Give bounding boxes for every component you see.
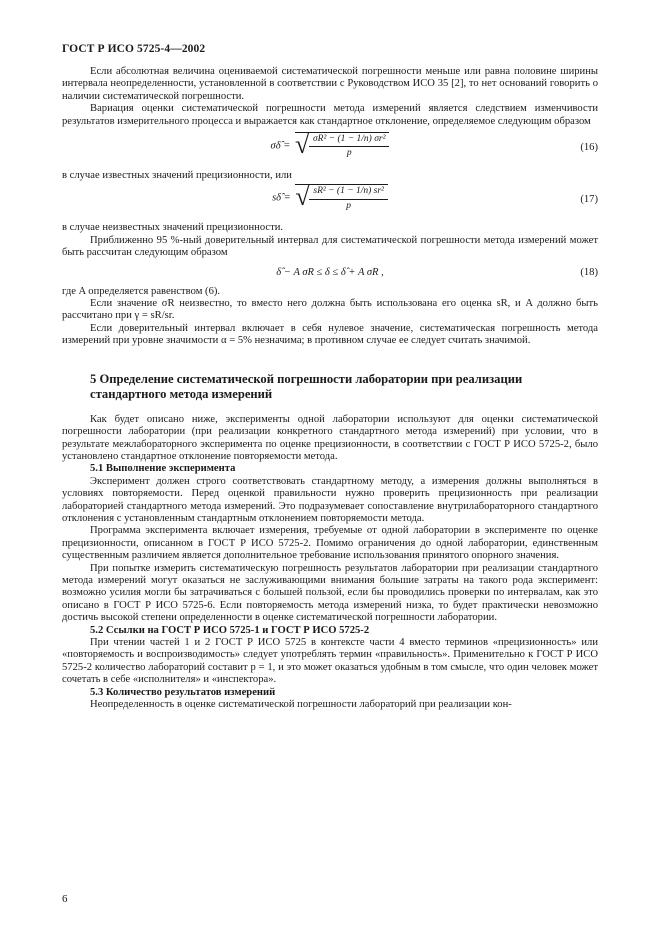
formula-16-denominator: p bbox=[346, 148, 352, 159]
formula-16-lhs: σδ̂ = bbox=[270, 140, 291, 152]
paragraph-known-precision: в случае известных значений прецизионности, или bbox=[62, 170, 292, 182]
section-5-title-line-2: стандартного метода измерений bbox=[90, 386, 273, 401]
paragraph-5-2-references: При чтении частей 1 и 2 ГОСТ Р ИСО 5725 в контексте части 4 вместо терминов «прецизионность» или «повторяемость и воспроизводимость» следует употреблять термин «правильность». Применительно к ГОСТ Р ИСО 5725-2 количество лабораторий составит p = 1, и это может оказаться удобным в том смысле, что один человек может сочетать в себе «исполнителя» и «инспектора». bbox=[62, 637, 598, 686]
formula-17-label: (17) bbox=[580, 194, 598, 206]
paragraph-zero-included: Если доверительный интервал включает в себя нулевое значение, систематическая погрешность метода измерений при уровне значимости α = 5% незначима; в противном случае ее следует считать значимой. bbox=[62, 322, 598, 347]
paragraph-uncertainty: Если абсолютная величина оцениваемой систематической погрешности меньше или равна половине ширины интервала неопределенности, установленной в соответствии с Руководством ИСО 35 [2], то нет оснований говорить о наличии систематической погрешности. bbox=[62, 66, 598, 102]
formula-17-sqrt: √ $\frac{\text{sR² − (1 − 1/n) sr²}}{p}$ bbox=[295, 184, 388, 212]
formula-18-label: (18) bbox=[580, 266, 598, 278]
formula-17-lhs: sδ̂ = bbox=[272, 192, 291, 204]
paragraph-unknown-precision: в случае неизвестных значений прецизионности. bbox=[62, 222, 284, 234]
section-5-title-line-1: 5 Определение систематической погрешности лаборатории при реализации bbox=[90, 371, 523, 386]
formula-17-numerator: sR² − (1 − 1/n) sr² bbox=[309, 185, 388, 199]
formula-17-denominator: p bbox=[346, 200, 352, 211]
paragraph-5-3-uncertainty: Неопределенность в оценке систематической погрешности лабораторий при реализации кон- bbox=[90, 699, 512, 711]
subsection-5-1-title: 5.1 Выполнение эксперимента bbox=[90, 463, 236, 475]
formula-16-numerator: σR² − (1 − 1/n) σr² bbox=[309, 133, 389, 147]
paragraph-confidence-interval: Приближенно 95 %-ный доверительный интервал для систематической погрешности метода измерений может быть рассчитан следующим образом bbox=[62, 234, 598, 259]
paragraph-variation: Вариация оценки систематической погрешности метода измерений является следствием изменчивости результатов измерительного процесса и выражается как стандартное отклонение, определяемое следующим образом bbox=[62, 103, 598, 127]
page-number: 6 bbox=[62, 893, 68, 905]
formula-18 bbox=[62, 260, 598, 286]
paragraph-5-1-experiment: Эксперимент должен строго соответствовать стандартному методу, а измерения должны выполняться в условиях повторяемости. Перед оценкой правильности нужно проверить прецизионность при реализации лабораторией стандартного метода измерений. Это подразумевает сопоставление внутрилабораторного стандартного отклонения с установленным стандартным отклонением повторяемости метода. bbox=[62, 475, 598, 524]
subsection-5-3-title: 5.3 Количество результатов измерений bbox=[90, 686, 276, 698]
formula-16-sqrt: √ $\frac{\text{σR² − (1 − 1/n) σr²}}{p}$ bbox=[295, 132, 389, 160]
document-header: ГОСТ Р ИСО 5725-4—2002 bbox=[62, 43, 206, 55]
page-content bbox=[62, 66, 598, 711]
paragraph-section-5-intro: Как будет описано ниже, эксперименты одной лаборатории используют для оценки систематической погрешности лаборатории (при реализации конкретного стандартного метода измерений) при условии, что в результате межлабораторного эксперимента по оценке прецизионности, в соответствии с ГОСТ Р ИСО 5725-2, было установлено стандартное отклонение повторяемости метода. bbox=[62, 413, 598, 462]
formula-16-label: (16) bbox=[580, 142, 598, 154]
formula-18-expression: δ̂ − A σR ≤ δ ≤ δ̂ + A σR , bbox=[276, 266, 384, 278]
paragraph-sigma-unknown: Если значение σR неизвестно, то вместо него должна быть использована его оценка sR, и A должно быть рассчитано при γ = sR/sr. bbox=[62, 298, 598, 322]
subsection-5-2-title: 5.2 Ссылки на ГОСТ Р ИСО 5725-1 и ГОСТ Р ИСО 5725-2 bbox=[90, 624, 370, 636]
paragraph-5-1-attempt: При попытке измерить систематическую погрешность результатов лаборатории при реализации стандартного метода измерений могут оказаться не заслуживающими внимания большие затраты на такого рода эксперимент: возможно усилия могли бы затрачиваться с большей пользой, если бы проводились проверки по интервалам, как это описано в ГОСТ Р ИСО 5725-6. Если повторяемость метода измерений низка, то будет практически невозможно достичь высокой степени определенности в оценке систематической погрешности лаборатории. bbox=[62, 562, 598, 624]
formula-17 bbox=[62, 182, 598, 222]
paragraph-where-a: где A определяется равенством (6). bbox=[62, 285, 221, 297]
section-5-title bbox=[62, 372, 598, 402]
formula-16 bbox=[62, 130, 598, 170]
paragraph-5-1-program: Программа эксперимента включает измерения, требуемые от одной лаборатории в эксперименте по оценке прецизионности, описанном в ГОСТ Р ИСО 5725-2. Помимо ограничения до одной лаборатории, единственным существенным различием является дополнительное требование использования принятого опорного значения. bbox=[62, 525, 598, 562]
